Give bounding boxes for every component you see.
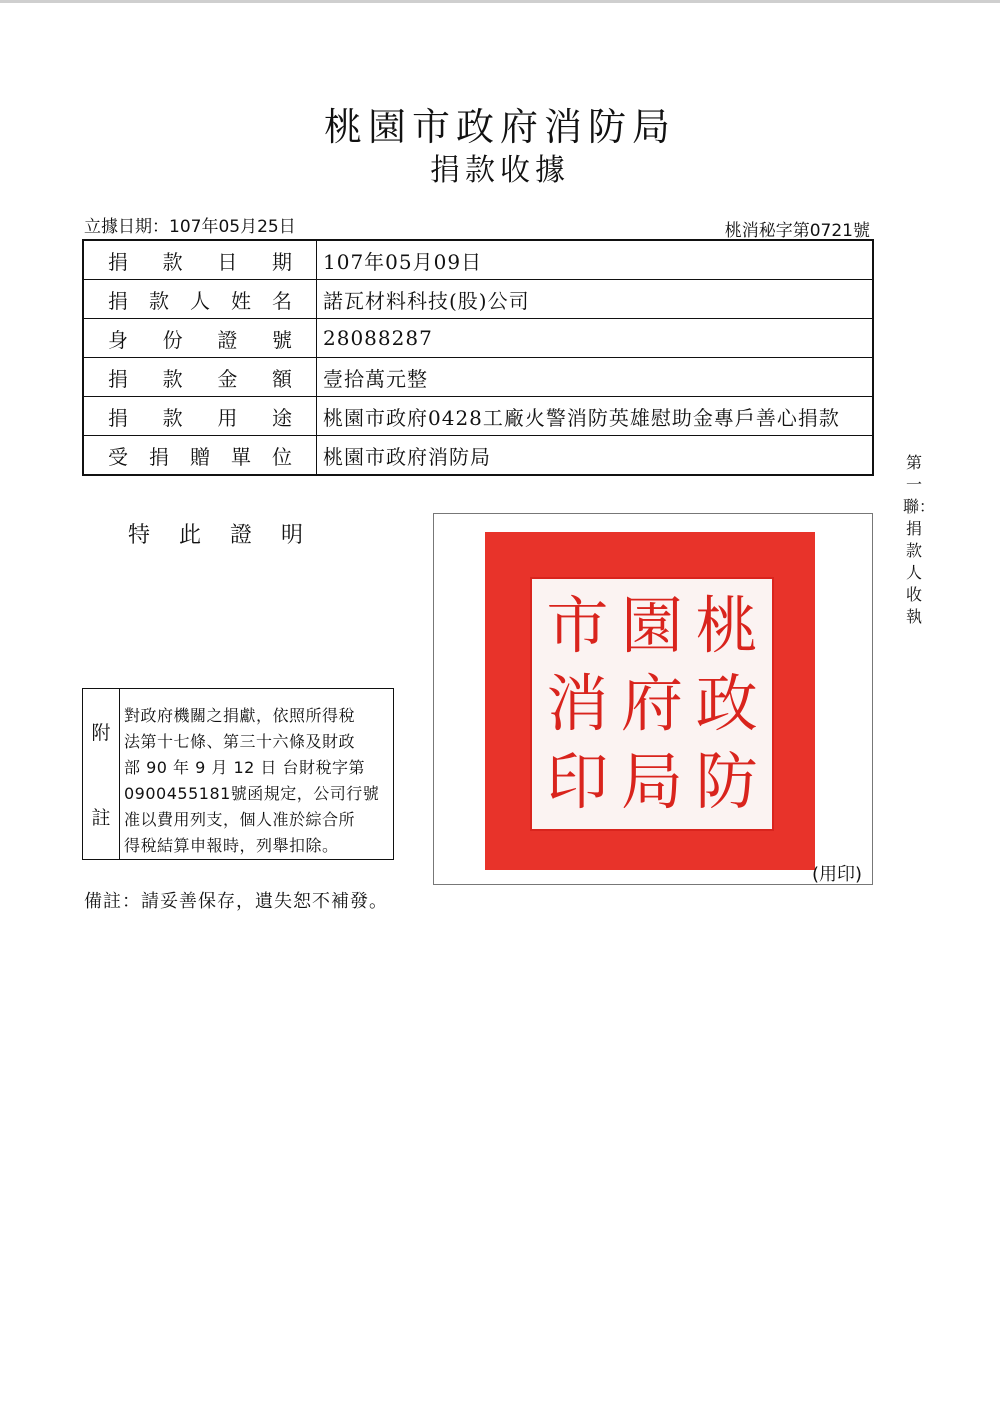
note-line: 部 90 年 9 月 12 日 台財稅字第 — [124, 758, 366, 777]
row-value: 28088287 — [317, 319, 874, 358]
row-label: 身份證號 — [83, 319, 317, 358]
remark-text: 備註：請妥善保存，遺失恕不補發。 — [84, 891, 388, 912]
copy-note: 第一聯：捐款人收執 — [903, 453, 936, 626]
certify-text: 特 此 證 明 — [128, 523, 303, 548]
row-value: 諾瓦材料科技(股)公司 — [317, 280, 874, 319]
table-row — [83, 358, 873, 397]
row-value: 107年05月09日 — [317, 240, 874, 280]
seal-char: 市 — [546, 589, 609, 662]
official-seal — [485, 532, 815, 870]
seal-characters — [540, 587, 764, 821]
seal-inner — [530, 577, 774, 831]
seal-char: 消 — [546, 667, 609, 740]
seal-char: 桃 — [695, 589, 758, 662]
note-line: 法第十七條、第三十六條及財政 — [124, 732, 356, 751]
top-border — [0, 0, 1000, 3]
table-row — [83, 280, 873, 319]
row-value: 桃園市政府消防局 — [317, 436, 874, 476]
note-label-top: 附 — [91, 722, 111, 744]
row-label: 受捐贈單位 — [83, 436, 317, 476]
row-value: 桃園市政府0428工廠火警消防英雄慰助金專戶善心捐款 — [317, 397, 874, 436]
row-value: 壹拾萬元整 — [317, 358, 874, 397]
seal-char: 局 — [620, 745, 683, 818]
tax-note-box — [82, 688, 394, 860]
seal-char: 防 — [695, 745, 758, 818]
donation-table — [82, 239, 874, 476]
row-label: 捐款日期 — [83, 240, 317, 280]
issue-date: 立據日期：107年05月25日 — [84, 217, 296, 237]
row-label: 捐款用途 — [83, 397, 317, 436]
table-row — [83, 319, 873, 358]
note-line: 得稅結算申報時，列舉扣除。 — [124, 836, 339, 855]
page-subtitle: 捐款收據 — [430, 153, 570, 188]
note-label — [83, 689, 120, 859]
note-label-bottom: 註 — [91, 807, 111, 829]
page-title: 桃園市政府消防局 — [323, 105, 676, 149]
seal-char: 印 — [546, 745, 609, 818]
table-row — [83, 240, 873, 280]
note-line: 對政府機關之捐獻，依照所得稅 — [124, 706, 356, 725]
stamp-caption: (用印) — [812, 864, 863, 885]
note-line: 0900455181號函規定，公司行號 — [124, 784, 380, 803]
seal-char: 政 — [695, 667, 758, 740]
table-row — [83, 397, 873, 436]
row-label: 捐款金額 — [83, 358, 317, 397]
note-line: 准以費用列支，個人准於綜合所 — [124, 810, 356, 829]
seal-char: 府 — [620, 667, 683, 740]
table-row — [83, 436, 873, 476]
row-label: 捐款人姓名 — [83, 280, 317, 319]
note-text — [120, 689, 393, 859]
reference-number: 桃消秘字第0721號 — [724, 221, 870, 241]
seal-char: 園 — [620, 589, 683, 662]
